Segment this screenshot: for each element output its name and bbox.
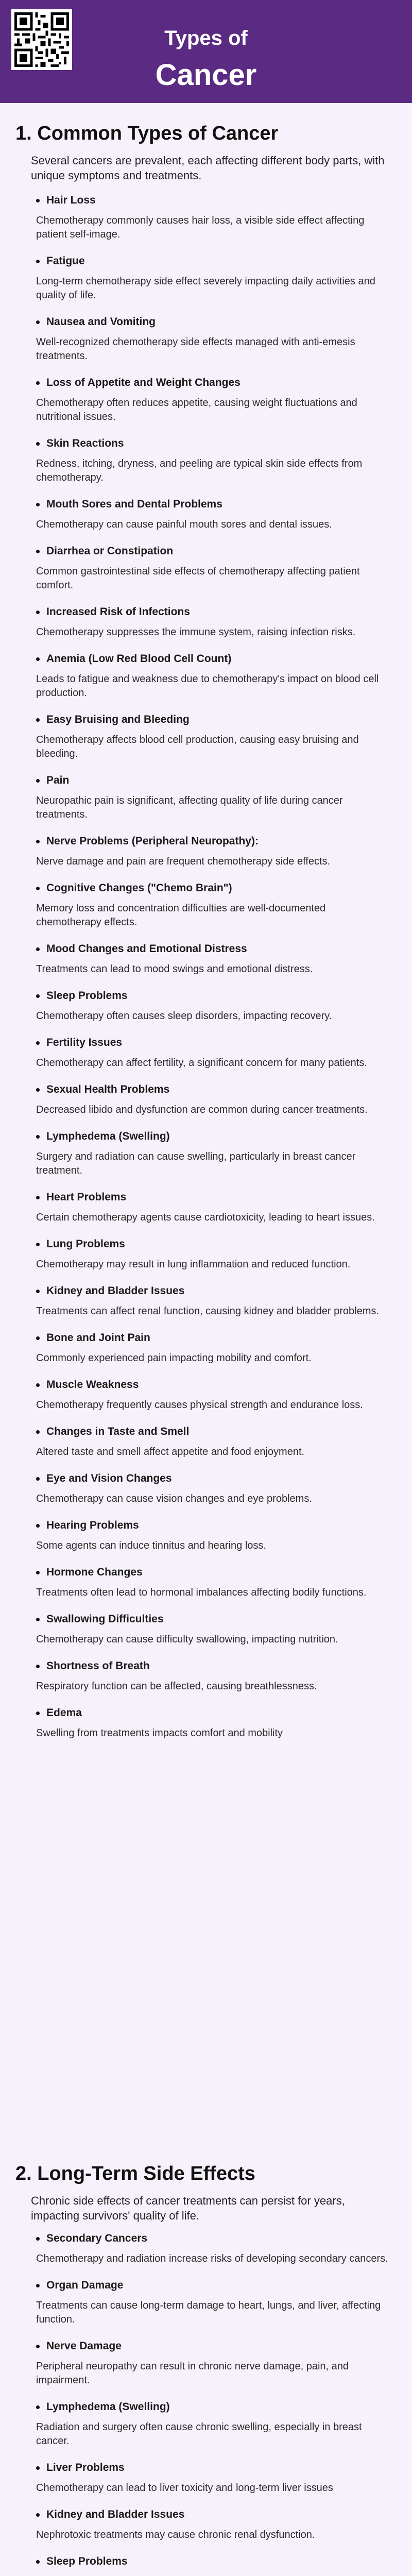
section-title: 2. Long-Term Side Effects <box>15 2163 255 2184</box>
item-title <box>36 1237 391 1251</box>
list-item <box>0 881 412 929</box>
item-title <box>36 881 391 895</box>
item-title-text: Sleep Problems <box>46 990 128 1002</box>
item-title-text: Lung Problems <box>46 1238 125 1250</box>
item-title-text: Fertility Issues <box>46 1037 123 1048</box>
list-item <box>0 376 412 424</box>
list-item <box>0 1659 412 1693</box>
list-item <box>0 1706 412 1740</box>
item-description: Leads to fatigue and weakness due to chemotherapy's impact on blood cell production. <box>36 673 379 699</box>
bullet-icon <box>36 320 40 324</box>
item-list <box>0 193 412 1740</box>
item-title-text: Kidney and Bladder Issues <box>46 2509 185 2520</box>
item-description: Treatments often lead to hormonal imbalances affecting bodily functions. <box>36 1587 367 1598</box>
item-title <box>36 1082 391 1097</box>
bullet-icon <box>36 2466 40 2470</box>
item-description: Chemotherapy commonly causes hair loss, a visible side effect affecting patient self-image. <box>36 215 365 240</box>
section-long-term-effects <box>0 2161 412 2576</box>
list-item <box>0 834 412 869</box>
bullet-icon <box>36 1665 40 1668</box>
item-title <box>36 1036 391 1050</box>
list-item <box>0 713 412 761</box>
list-item <box>0 2231 412 2266</box>
item-description: Chemotherapy can lead to liver toxicity and long-term liver issues <box>36 2482 333 2494</box>
item-description: Chemotherapy can cause difficulty swallowing, impacting nutrition. <box>36 1634 338 1645</box>
item-description: Treatments can lead to mood swings and emotional distress. <box>36 963 313 975</box>
item-title-text: Secondary Cancers <box>46 2232 148 2244</box>
item-title <box>36 497 391 512</box>
item-title-text: Shortness of Breath <box>46 1660 150 1672</box>
bullet-icon <box>36 657 40 661</box>
item-title-text: Mood Changes and Emotional Distress <box>46 943 247 955</box>
item-description: Chemotherapy may result in lung inflammation and reduced function. <box>36 1259 351 1270</box>
item-title-text: Pain <box>46 774 70 786</box>
bullet-icon <box>36 779 40 783</box>
item-title-text: Eye and Vision Changes <box>46 1472 172 1484</box>
section-intro: Several cancers are prevalent, each affecting different body parts, with unique symptoms and treatments. <box>31 154 385 182</box>
list-item <box>0 1425 412 1459</box>
item-title-text: Changes in Taste and Smell <box>46 1426 190 1437</box>
bullet-icon <box>36 2513 40 2517</box>
item-title-text: Fatigue <box>46 255 85 267</box>
list-item <box>0 1565 412 1600</box>
header-title-top: Types of <box>164 27 248 49</box>
item-description: Chemotherapy often causes sleep disorders, impacting recovery. <box>36 1010 332 1022</box>
bullet-icon <box>36 2237 40 2241</box>
item-description: Nerve damage and pain are frequent chemotherapy side effects. <box>36 856 331 867</box>
item-title-text: Cognitive Changes ("Chemo Brain") <box>46 882 232 894</box>
item-description: Radiation and surgery often cause chronic swelling, especially in breast cancer. <box>36 2421 362 2447</box>
item-description: Common gastrointestinal side effects of chemotherapy affecting patient comfort. <box>36 566 360 591</box>
item-description: Neuropathic pain is significant, affecting quality of life during cancer treatments. <box>36 795 343 820</box>
item-title <box>36 1425 391 1439</box>
list-item <box>0 193 412 242</box>
list-item <box>0 1518 412 1553</box>
list-item <box>0 1190 412 1225</box>
bullet-icon <box>36 994 40 998</box>
bullet-icon <box>36 381 40 385</box>
item-title-text: Sleep Problems <box>46 2555 128 2567</box>
list-item <box>0 2554 412 2576</box>
item-title <box>36 254 391 268</box>
item-title <box>36 2507 391 2522</box>
item-title-text: Nerve Problems (Peripheral Neuropathy): <box>46 835 259 847</box>
item-title <box>36 1518 391 1533</box>
item-description: Chemotherapy can affect fertility, a significant concern for many patients. <box>36 1057 367 1069</box>
item-title <box>36 1471 391 1486</box>
list-item <box>0 1331 412 1365</box>
section-title: 1. Common Types of Cancer <box>15 123 279 144</box>
item-title <box>36 1706 391 1720</box>
list-item <box>0 605 412 639</box>
bullet-icon <box>36 1336 40 1340</box>
bullet-icon <box>36 199 40 202</box>
bullet-icon <box>36 947 40 951</box>
item-list <box>0 2231 412 2576</box>
item-description: Respiratory function can be affected, causing breathlessness. <box>36 1681 317 1692</box>
item-title-text: Increased Risk of Infections <box>46 606 190 618</box>
section-intro: Chronic side effects of cancer treatments can persist for years, impacting survivors' quality of life. <box>31 2194 345 2222</box>
item-title-text: Lymphedema (Swelling) <box>46 2401 170 2413</box>
item-title-text: Hearing Problems <box>46 1519 139 1531</box>
item-title <box>36 2278 391 2293</box>
section-common-types <box>0 121 412 1753</box>
item-title-text: Liver Problems <box>46 2462 125 2473</box>
bullet-icon <box>36 2284 40 2287</box>
item-description: Nephrotoxic treatments may cause chronic renal dysfunction. <box>36 2529 315 2540</box>
list-item <box>0 1036 412 1070</box>
item-description: Altered taste and smell affect appetite and food enjoyment. <box>36 1446 305 1458</box>
item-description: Treatments can affect renal function, causing kidney and bladder problems. <box>36 1306 379 1317</box>
list-item <box>0 2278 412 2327</box>
bullet-icon <box>36 1711 40 1715</box>
list-item <box>0 1612 412 1647</box>
item-title <box>36 1331 391 1345</box>
item-title <box>36 315 391 329</box>
item-description: Decreased libido and dysfunction are common during cancer treatments. <box>36 1104 368 1115</box>
list-item <box>0 2507 412 2542</box>
bullet-icon <box>36 887 40 890</box>
item-title-text: Loss of Appetite and Weight Changes <box>46 377 241 388</box>
list-item <box>0 1082 412 1117</box>
item-title-text: Swallowing Difficulties <box>46 1613 164 1625</box>
item-title <box>36 652 391 666</box>
item-title <box>36 1659 391 1673</box>
item-title-text: Muscle Weakness <box>46 1379 139 1391</box>
item-title <box>36 605 391 619</box>
item-title <box>36 2554 391 2569</box>
item-title <box>36 2339 391 2353</box>
item-title <box>36 2461 391 2475</box>
bullet-icon <box>36 1243 40 1246</box>
list-item <box>0 773 412 822</box>
item-description: Chemotherapy can cause vision changes and eye problems. <box>36 1493 312 1504</box>
item-title <box>36 1284 391 1298</box>
item-title <box>36 436 391 451</box>
bullet-icon <box>36 550 40 553</box>
item-description: Chemotherapy and radiation increase risks of developing secondary cancers. <box>36 2253 388 2264</box>
list-item <box>0 315 412 363</box>
item-description: Chemotherapy can cause painful mouth sores and dental issues. <box>36 519 332 530</box>
bullet-icon <box>36 1524 40 1528</box>
bullet-icon <box>36 503 40 506</box>
bullet-icon <box>36 1430 40 1434</box>
item-title <box>36 1378 391 1392</box>
list-item <box>0 1129 412 1178</box>
bullet-icon <box>36 1618 40 1621</box>
item-description: Some agents can induce tinnitus and hearing loss. <box>36 1540 266 1551</box>
item-title-text: Diarrhea or Constipation <box>46 545 174 557</box>
item-title <box>36 544 391 558</box>
list-item <box>0 2400 412 2448</box>
item-description: Long-term chemotherapy side effect severely impacting daily activities and quality of life. <box>36 276 375 301</box>
item-title <box>36 713 391 727</box>
item-title-text: Easy Bruising and Bleeding <box>46 714 190 725</box>
list-item <box>0 1237 412 1272</box>
item-title <box>36 1190 391 1205</box>
item-description: Commonly experienced pain impacting mobility and comfort. <box>36 1352 312 1364</box>
item-title <box>36 2400 391 2414</box>
item-title-text: Lymphedema (Swelling) <box>46 1130 170 1142</box>
item-title <box>36 942 391 956</box>
item-title-text: Edema <box>46 1707 82 1719</box>
list-item <box>0 436 412 485</box>
bullet-icon <box>36 2405 40 2409</box>
list-item <box>0 254 412 302</box>
item-title <box>36 989 391 1003</box>
list-item <box>0 942 412 976</box>
item-title <box>36 773 391 788</box>
header-title-main: Cancer <box>155 58 257 92</box>
item-description: Memory loss and concentration difficulties are well-documented chemotherapy effects. <box>36 903 326 928</box>
item-title-text: Mouth Sores and Dental Problems <box>46 498 222 510</box>
list-item <box>0 1471 412 1506</box>
item-description: Chemotherapy frequently causes physical strength and endurance loss. <box>36 1399 363 1411</box>
bullet-icon <box>36 718 40 722</box>
item-title <box>36 193 391 208</box>
item-description: Surgery and radiation can cause swelling, particularly in breast cancer treatment. <box>36 1151 356 1176</box>
list-item <box>0 1378 412 1412</box>
item-title <box>36 1565 391 1580</box>
item-description: Treatments can cause long-term damage to heart, lungs, and liver, affecting function. <box>36 2300 381 2325</box>
item-description: Redness, itching, dryness, and peeling are typical skin side effects from chemotherapy. <box>36 458 363 483</box>
list-item <box>0 497 412 532</box>
item-title-text: Bone and Joint Pain <box>46 1332 150 1344</box>
bullet-icon <box>36 1383 40 1387</box>
item-description: Certain chemotherapy agents cause cardiotoxicity, leading to heart issues. <box>36 1212 375 1223</box>
item-title <box>36 2231 391 2246</box>
bullet-icon <box>36 1477 40 1481</box>
item-title-text: Sexual Health Problems <box>46 1083 170 1095</box>
bullet-icon <box>36 1196 40 1199</box>
item-description: Swelling from treatments impacts comfort and mobility <box>36 1727 283 1739</box>
item-title-text: Skin Reactions <box>46 437 124 449</box>
bullet-icon <box>36 1135 40 1139</box>
item-description: Chemotherapy affects blood cell production, causing easy bruising and bleeding. <box>36 734 359 759</box>
item-title-text: Hair Loss <box>46 194 96 206</box>
bullet-icon <box>36 1290 40 1293</box>
item-title-text: Nerve Damage <box>46 2340 122 2352</box>
list-item <box>0 652 412 700</box>
list-item <box>0 2461 412 2495</box>
item-description: Chemotherapy often reduces appetite, causing weight fluctuations and nutritional issues. <box>36 397 357 422</box>
header-banner <box>0 0 412 103</box>
item-title-text: Heart Problems <box>46 1191 127 1203</box>
item-title-text: Nausea and Vomiting <box>46 316 156 328</box>
item-title-text: Anemia (Low Red Blood Cell Count) <box>46 653 232 665</box>
list-item <box>0 544 412 592</box>
bullet-icon <box>36 1088 40 1092</box>
item-title <box>36 376 391 390</box>
item-title <box>36 1612 391 1626</box>
item-description: Peripheral neuropathy can result in chronic nerve damage, pain, and impairment. <box>36 2361 349 2386</box>
item-title <box>36 834 391 849</box>
list-item <box>0 2339 412 2387</box>
bullet-icon <box>36 442 40 446</box>
bullet-icon <box>36 260 40 263</box>
item-description: Chemotherapy suppresses the immune system, raising infection risks. <box>36 626 356 638</box>
item-description: Well-recognized chemotherapy side effects managed with anti-emesis treatments. <box>36 336 355 362</box>
bullet-icon <box>36 2560 40 2564</box>
bullet-icon <box>36 1041 40 1045</box>
bullet-icon <box>36 2345 40 2348</box>
bullet-icon <box>36 1571 40 1574</box>
list-item <box>0 989 412 1023</box>
list-item <box>0 1284 412 1318</box>
item-title-text: Organ Damage <box>46 2279 124 2291</box>
bullet-icon <box>36 611 40 614</box>
item-title-text: Hormone Changes <box>46 1566 143 1578</box>
item-title-text: Kidney and Bladder Issues <box>46 1285 185 1297</box>
item-title <box>36 1129 391 1144</box>
bullet-icon <box>36 840 40 843</box>
